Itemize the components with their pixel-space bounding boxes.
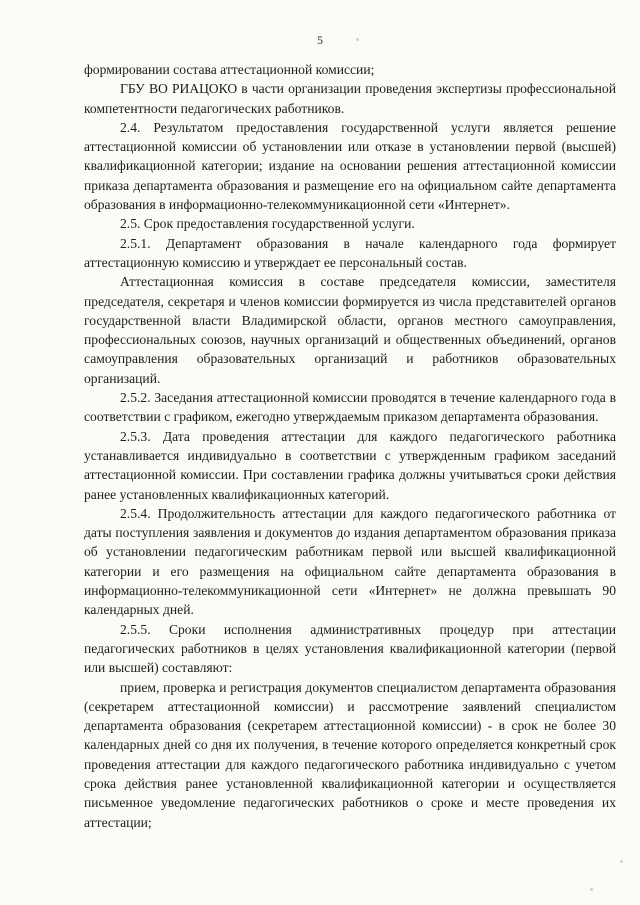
paragraph: прием, проверка и регистрация документов специалистом департамента образования (секретарем аттестационной комиссии) и рассмотрение заявлений специалистом департамента образования (секретарем аттестационной комиссии) - в срок не более 30 календарных дней со дня их получения, в течение которого определяется конкретный срок проведения аттестации для каждого педагогического работника индивидуально с учетом срока действия ранее установленной квалификационной категории и осуществляется письменное уведомление педагогических работников о сроке и месте проведения их аттестации; <box>84 679 616 830</box>
scan-speck <box>356 38 359 41</box>
paragraph: 2.5. Срок предоставления государственной услуги. <box>120 216 415 232</box>
page-number: 5 <box>317 33 323 47</box>
paragraph: ГБУ ВО РИАЦОКО в части организации проведения экспертизы профессиональной компетентности педагогических работников. <box>84 81 616 116</box>
paragraph: 2.5.1. Департамент образования в начале календарного года формирует аттестационную комиссию и утверждает ее персональный состав. <box>84 235 616 270</box>
paragraph: 2.5.5. Сроки исполнения административных процедур при аттестации педагогических работников в целях установления квалификационной категории (первой или высшей) составляют: <box>84 621 616 676</box>
paragraph: 2.5.3. Дата проведения аттестации для каждого педагогического работника устанавливается индивидуально в соответствии с утвержденным графиком заседаний аттестационной комиссии. При составлении графика должны учитываться сроки действия ранее установленных квалификационных категорий. <box>84 428 616 502</box>
paragraph: 2.5.2. Заседания аттестационной комиссии проводятся в течение календарного года в соответствии с графиком, ежегодно утверждаемым приказом департамента образования. <box>84 390 616 425</box>
paragraph: формировании состава аттестационной комиссии; <box>84 62 375 77</box>
document-body <box>84 60 616 832</box>
paragraph: 2.5.4. Продолжительность аттестации для каждого педагогического работника от даты поступления заявления и документов до издания департаментом образования приказа об установлении педагогическим работникам первой или высшей квалификационной категории и его размещения на официальном сайте департамента образования в информационно-телекоммуникационной сети «Интернет» не должна превышать 90 календарных дней. <box>84 505 616 618</box>
scan-speck <box>590 888 593 891</box>
paragraph: Аттестационная комиссия в составе председателя комиссии, заместителя председателя, секретаря и членов комиссии формируется из числа представителей органов государственной власти Владимирской области, органов местного самоуправления, профессиональных союзов, научных организаций и общественных объединений, органов самоуправления образовательных организаций и работников образовательных организаций. <box>84 274 616 386</box>
scan-speck <box>620 860 623 863</box>
paragraph: 2.4. Результатом предоставления государственной услуги является решение аттестационной комиссии об установлении или отказе в установлении первой (высшей) квалификационной категории; издание на основании решения аттестационной комиссии приказа департамента образования и размещение его на официальном сайте департамента образования в информационно-телекоммуникационной сети «Интернет». <box>84 119 616 213</box>
